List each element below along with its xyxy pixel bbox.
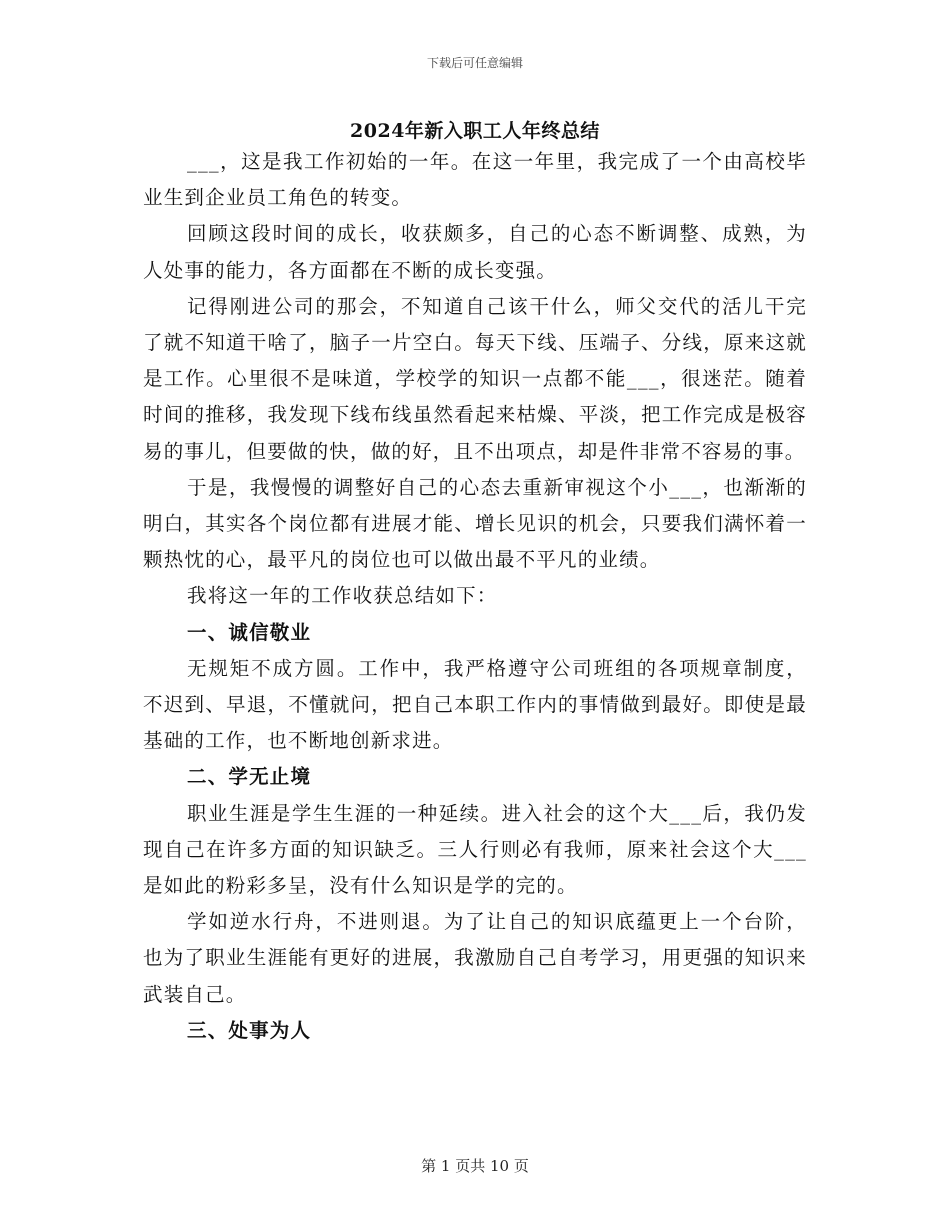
document-title: 2024年新入职工人年终总结 [350, 120, 600, 142]
paragraph-summary-lead: 我将这一年的工作收获总结如下： [187, 584, 498, 608]
section-heading-2: 二、学无止境 [187, 765, 312, 789]
section-1-paragraph: 无规矩不成方圆。工作中，我严格遵守公司班组的各项规章制度，不迟到、早退，不懂就问，把自己本职工作内的事情做到最好。即使是最基础的工作，也不断地创新求进。 [143, 656, 807, 753]
paragraph-intro-1: ___，这是我工作初始的一年。在这一年里，我完成了一个由高校毕业生到企业员工角色的转变。 [143, 150, 807, 210]
document-body [143, 144, 807, 1049]
section-heading-3: 三、处事为人 [187, 1018, 312, 1042]
section-heading-1: 一、诚信敬业 [187, 620, 312, 644]
paragraph-intro-3: 记得刚进公司的那会，不知道自己该干什么，师父交代的活儿干完了就不知道干啥了，脑子一片空白。每天下线、压端子、分线，原来这就是工作。心里很不是味道，学校学的知识一点都不能___，很迷茫。随着时间的推移，我发现下线布线虽然看起来枯燥、平淡，把工作完成是极容易的事儿，但要做的快，做的好，且不出项点，却是件非常不容易的事。 [143, 294, 807, 463]
page-footer: 第 1 页共 10 页 [421, 1157, 529, 1175]
paragraph-intro-2: 回顾这段时间的成长，收获颇多，自己的心态不断调整、成熟，为人处事的能力，各方面都在不断的成长变强。 [143, 222, 807, 282]
section-2-paragraph-1: 职业生涯是学生生涯的一种延续。进入社会的这个大___后，我仍发现自己在许多方面的知识缺乏。三人行则必有我师，原来社会这个大___是如此的粉彩多呈，没有什么知识是学的完的。 [143, 801, 807, 898]
paragraph-intro-4: 于是，我慢慢的调整好自己的心态去重新审视这个小___，也渐渐的明白，其实各个岗位都有进展才能、增长见识的机会，只要我们满怀着一颗热忱的心，最平凡的岗位也可以做出最不平凡的业绩。 [143, 475, 807, 572]
header-note: 下载后可任意编辑 [426, 56, 523, 70]
section-2-paragraph-2: 学如逆水行舟，不进则退。为了让自己的知识底蕴更上一个台阶，也为了职业生涯能有更好的进展，我激励自己自考学习，用更强的知识来武装自己。 [143, 910, 807, 1006]
